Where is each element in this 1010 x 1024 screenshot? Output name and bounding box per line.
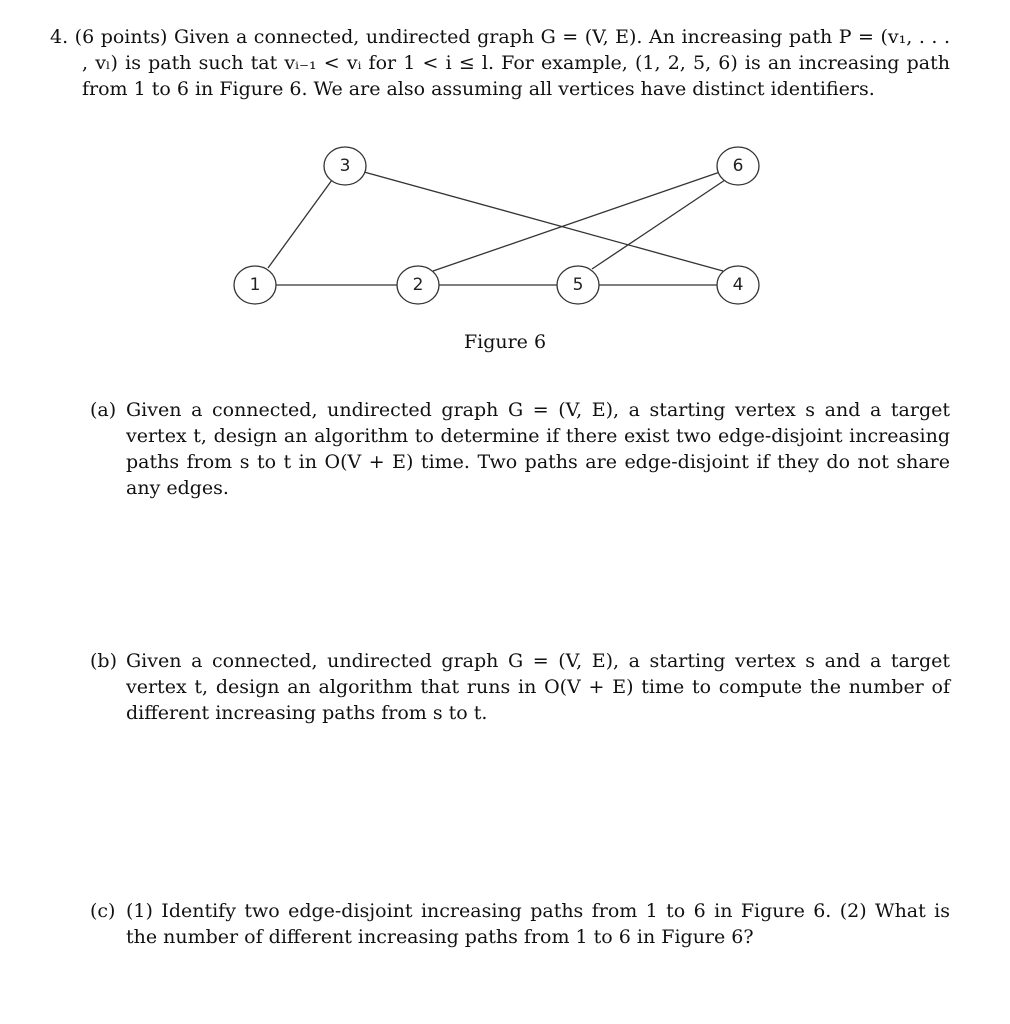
problem-number: 4. [50, 26, 69, 48]
edge-1-3 [268, 180, 332, 268]
part-a [90, 397, 950, 501]
figure-caption: Figure 6 [463, 331, 547, 353]
part-a-label: (a) [90, 399, 117, 421]
graph-figure [0, 140, 1010, 305]
node-label-1: 1 [249, 275, 261, 295]
problem-text: (6 points) Given a connected, undirected graph G = (V, E). An increasing path P = (v₁, . . . , vₗ) is path such tat vᵢ₋₁ < vᵢ for 1 < i ≤ l. For example, (1, 2, 5, 6) is an increasing path from 1 to 6 in Figure 6. We are also assuming all vertices have distinct identifiers. [74, 26, 950, 100]
node-label-2: 2 [412, 275, 424, 295]
part-b-label: (b) [90, 650, 117, 672]
edge-3-4 [364, 172, 723, 271]
edge-2-6 [433, 172, 720, 271]
problem-statement [50, 24, 950, 102]
part-c [90, 898, 950, 950]
graph-svg [0, 140, 1010, 305]
node-label-3: 3 [339, 156, 351, 176]
part-a-text: Given a connected, undirected graph G = (V, E), a starting vertex s and a target vertex t, design an algorithm to determine if there exist two edge-disjoint increasing paths from s to t in O(V + E) time. Two paths are edge-disjoint if they do not share any edges. [126, 399, 950, 499]
node-label-6: 6 [732, 156, 744, 176]
node-label-4: 4 [732, 275, 744, 295]
part-c-label: (c) [90, 900, 116, 922]
part-c-text: (1) Identify two edge-disjoint increasing paths from 1 to 6 in Figure 6. (2) What is the number of different increasing paths from 1 to 6 in Figure 6? [126, 900, 950, 948]
node-label-5: 5 [572, 275, 584, 295]
part-b-text: Given a connected, undirected graph G = (V, E), a starting vertex s and a target vertex t, design an algorithm that runs in O(V + E) time to compute the number of different increasing paths from s to t. [126, 650, 950, 724]
part-b [90, 648, 950, 726]
